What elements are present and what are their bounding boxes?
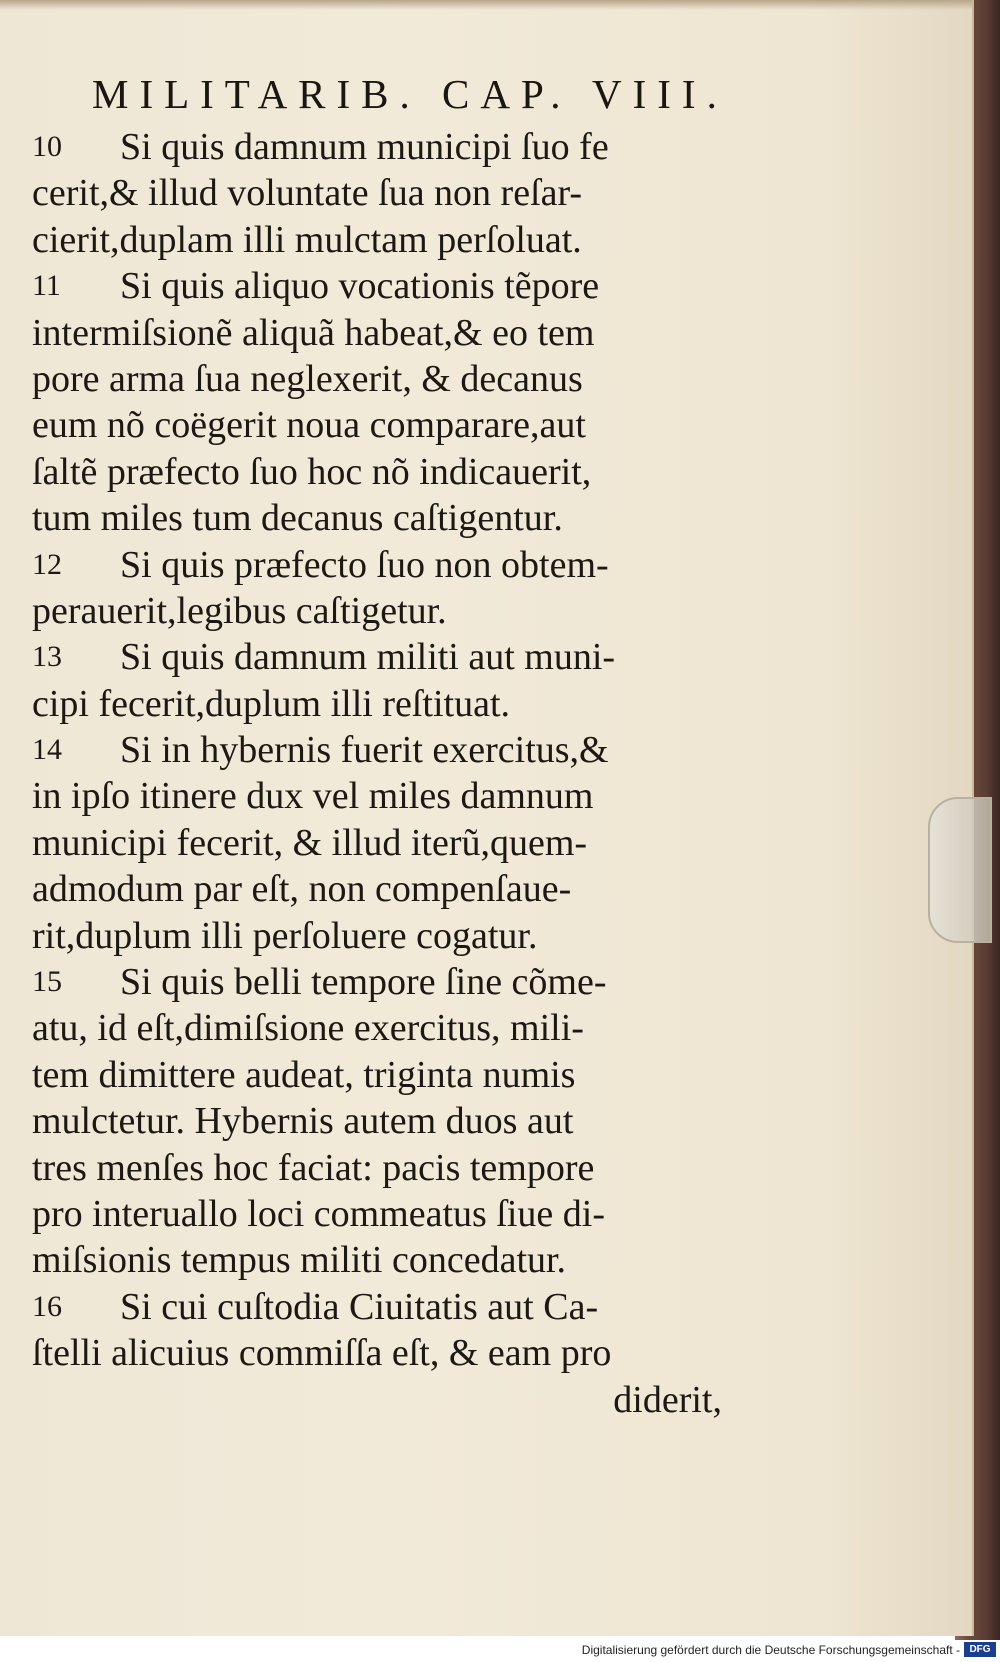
text-line <box>32 124 732 170</box>
page-tab-marker <box>928 797 992 943</box>
text-line <box>32 1052 732 1098</box>
text-line <box>32 1191 732 1237</box>
line-text: atu, id eſt,dimiſsione exercitus, mili- <box>32 1007 584 1050</box>
text-line <box>32 170 732 216</box>
text-line <box>32 542 732 588</box>
text-line <box>32 1145 732 1191</box>
line-text: cipi fecerit,duplum illi reſtituat. <box>32 682 511 725</box>
running-header: MILITARIB. CAP. VIII. <box>92 71 728 117</box>
line-text: pro interuallo loci commeatus ſiue di- <box>32 1192 606 1235</box>
footer-bar <box>0 1640 1000 1662</box>
text-line <box>32 1237 732 1283</box>
text-line <box>32 913 732 959</box>
paragraph-number: 15 <box>32 965 62 999</box>
text-line <box>32 820 732 866</box>
line-text: rit,duplum illi perſoluere cogatur. <box>32 914 538 957</box>
paragraph-number: 14 <box>32 733 62 767</box>
footer-credit: Digitalisierung gefördert durch die Deutsche Forschungsgemeinschaft - <box>581 1643 960 1657</box>
text-line <box>32 1005 732 1051</box>
line-text: Si in hybernis fuerit exercitus,& <box>120 729 609 772</box>
line-text: Si cui cuſtodia Ciuitatis aut Ca- <box>120 1285 599 1328</box>
text-line <box>32 495 732 541</box>
line-text: mulctetur. Hybernis autem duos aut <box>32 1100 574 1143</box>
line-text: tres menſes hoc faciat: pacis tempore <box>32 1146 595 1189</box>
line-text: intermiſsionẽ aliquã habeat,& eo tem <box>32 311 595 354</box>
dfg-logo: DFG <box>964 1642 996 1657</box>
text-line <box>32 588 732 634</box>
line-text: pore arma ſua neglexerit, & decanus <box>32 357 583 400</box>
text-line <box>32 263 732 309</box>
line-text: Si quis belli tempore ſine cõme- <box>120 961 607 1004</box>
text-line <box>32 402 732 448</box>
body-text <box>32 124 732 1423</box>
line-text: cerit,& illud voluntate ſua non reſar- <box>32 172 583 215</box>
line-text: eum nõ coëgerit noua comparare,aut <box>32 404 586 447</box>
paragraph-number: 13 <box>32 640 62 674</box>
line-text: tem dimittere audeat, triginta numis <box>32 1053 576 1096</box>
line-text: Si quis præfecto ſuo non obtem- <box>120 543 609 586</box>
catchword: diderit, <box>613 1378 722 1421</box>
line-text: in ipſo itinere dux vel miles damnum <box>32 775 594 818</box>
line-text: perauerit,legibus caſtigetur. <box>32 589 447 632</box>
text-line <box>32 959 732 1005</box>
paragraph-number: 11 <box>32 269 61 303</box>
text-line <box>32 727 732 773</box>
line-text: Si quis damnum militi aut muni- <box>120 636 616 679</box>
paragraph-number: 10 <box>32 130 62 163</box>
text-line <box>32 217 732 263</box>
line-text: admodum par eſt, non compenſaue- <box>32 868 572 911</box>
text-line <box>32 866 732 912</box>
text-line <box>32 773 732 819</box>
text-line <box>32 356 732 402</box>
line-text: municipi fecerit, & illud iterũ,quem- <box>32 821 588 864</box>
line-text: tum miles tum decanus caſtigentur. <box>32 497 563 540</box>
text-line <box>32 634 732 680</box>
text-line <box>32 449 732 495</box>
line-text: miſsionis tempus militi concedatur. <box>32 1239 567 1282</box>
line-text: ſaltẽ præfecto ſuo hoc nõ indicauerit, <box>32 450 592 493</box>
paragraph-number: 16 <box>32 1289 62 1323</box>
paragraph-number: 12 <box>32 547 62 581</box>
line-text: Si quis damnum municipi ſuo fe <box>120 126 609 168</box>
line-text: Si quis aliquo vocationis tẽpore <box>120 265 600 308</box>
text-line <box>32 1098 732 1144</box>
line-text: cierit,duplam illi mulctam perſoluat. <box>32 218 582 261</box>
text-line <box>32 310 732 356</box>
text-line <box>32 681 732 727</box>
text-line <box>32 1284 732 1330</box>
text-line <box>32 1330 732 1376</box>
line-text: ſtelli alicuius commiſſa eſt, & eam pro <box>32 1332 612 1375</box>
page-shadow <box>0 0 972 10</box>
